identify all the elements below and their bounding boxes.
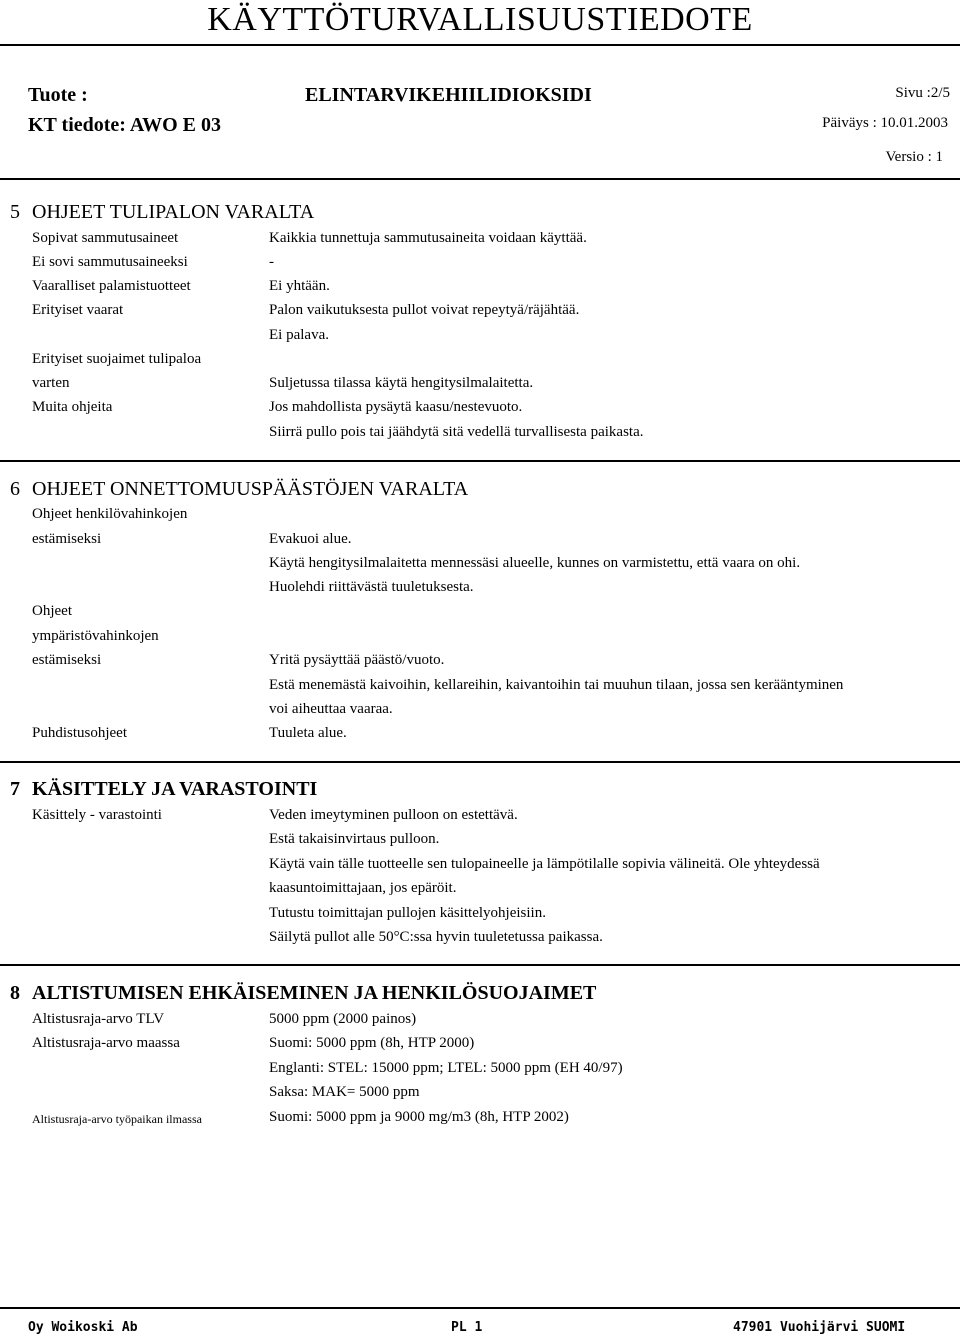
- row-value: Siirrä pullo pois tai jäähdytä sitä vedellä turvallisesta paikasta.: [269, 424, 644, 440]
- row-value: Suomi: 5000 ppm (8h, HTP 2000): [269, 1035, 475, 1051]
- row-value: Suljetussa tilassa käytä hengitysilmalaitetta.: [269, 375, 534, 391]
- row-label: ympäristövahinkojen: [32, 628, 159, 644]
- row-label: Vaaralliset palamistuotteet: [32, 278, 191, 294]
- footer-divider: [0, 1307, 960, 1309]
- row-value: Suomi: 5000 ppm ja 9000 mg/m3 (8h, HTP 2002): [269, 1109, 569, 1125]
- row-value: 5000 ppm (2000 painos): [269, 1011, 417, 1027]
- section-heading: OHJEET TULIPALON VARALTA: [32, 201, 315, 223]
- document-title: KÄYTTÖTURVALLISUUSTIEDOTE: [207, 1, 753, 38]
- row-value: Yritä pysäyttää päästö/vuoto.: [269, 652, 445, 668]
- row-value: Kaikkia tunnettuja sammutusaineita voidaan käyttää.: [269, 230, 587, 246]
- section-divider: [0, 460, 960, 462]
- section-8-title: [10, 981, 596, 1005]
- section-divider: [0, 761, 960, 763]
- section-number: 8: [10, 982, 20, 1004]
- row-value: Ei yhtään.: [269, 278, 330, 294]
- row-value: Estä takaisinvirtaus pulloon.: [269, 831, 440, 847]
- row-label: varten: [32, 375, 70, 391]
- section-5-title: [10, 200, 314, 224]
- row-value: Säilytä pullot alle 50°C:ssa hyvin tuuletetussa paikassa.: [269, 929, 603, 945]
- row-label: estämiseksi: [32, 531, 102, 547]
- footer-company: Oy Woikoski Ab: [28, 1320, 138, 1335]
- row-label: Ohjeet: [32, 603, 72, 619]
- section-heading: KÄSITTELY JA VARASTOINTI: [32, 778, 318, 800]
- row-label: Altistusraja-arvo työpaikan ilmassa: [32, 1112, 202, 1126]
- document-version: Versio : 1: [885, 149, 943, 165]
- section-number: 7: [10, 778, 20, 800]
- row-value: Estä menemästä kaivoihin, kellareihin, kaivantoihin tai muuhun tilaan, jossa sen kerääntyminen: [269, 677, 844, 693]
- row-label: Puhdistusohjeet: [32, 725, 128, 741]
- section-number: 6: [10, 478, 20, 500]
- row-label: Ei sovi sammutusaineeksi: [32, 254, 188, 270]
- row-value: Englanti: STEL: 15000 ppm; LTEL: 5000 ppm (EH 40/97): [269, 1060, 623, 1076]
- section-7-title: [10, 777, 317, 801]
- row-label: Erityiset vaarat: [32, 302, 124, 318]
- row-value: voi aiheuttaa vaaraa.: [269, 701, 393, 717]
- row-value: Jos mahdollista pysäytä kaasu/nestevuoto.: [269, 399, 523, 415]
- page-number: Sivu :2/5: [895, 85, 950, 101]
- section-heading: OHJEET ONNETTOMUUSPÄÄSTÖJEN VARALTA: [32, 478, 469, 500]
- row-label: Altistusraja-arvo maassa: [32, 1035, 180, 1051]
- row-value: Veden imeytyminen pulloon on estettävä.: [269, 807, 518, 823]
- kt-document-id: KT tiedote: AWO E 03: [28, 114, 221, 136]
- footer-address: 47901 Vuohijärvi SUOMI: [733, 1320, 906, 1335]
- row-value: Käytä hengitysilmalaitetta mennessäsi alueelle, kunnes on varmistettu, että vaara on ohi.: [269, 555, 801, 571]
- row-label: Altistusraja-arvo TLV: [32, 1011, 165, 1027]
- row-value: Evakuoi alue.: [269, 531, 352, 547]
- product-label: Tuote :: [28, 84, 88, 106]
- product-name: ELINTARVIKEHIILIDIOKSIDI: [305, 84, 592, 106]
- section-6-title: [10, 477, 468, 501]
- footer-po-box: PL 1: [451, 1320, 483, 1335]
- row-value: -: [269, 254, 274, 270]
- row-label: Sopivat sammutusaineet: [32, 230, 179, 246]
- section-divider: [0, 964, 960, 966]
- section-heading: ALTISTUMISEN EHKÄISEMINEN JA HENKILÖSUOJAIMET: [32, 982, 597, 1004]
- row-value: Tuuleta alue.: [269, 725, 347, 741]
- header-divider: [0, 178, 960, 180]
- title-divider: [0, 44, 960, 46]
- row-label: Käsittely - varastointi: [32, 807, 162, 823]
- section-number: 5: [10, 201, 20, 223]
- row-value: Palon vaikutuksesta pullot voivat repeytyä/räjähtää.: [269, 302, 580, 318]
- document-date: Päiväys : 10.01.2003: [822, 115, 948, 131]
- row-value: Saksa: MAK= 5000 ppm: [269, 1084, 420, 1100]
- row-label: estämiseksi: [32, 652, 102, 668]
- row-label: Muita ohjeita: [32, 399, 113, 415]
- row-value: kaasuntoimittajaan, jos epäröit.: [269, 880, 457, 896]
- row-value: Ei palava.: [269, 327, 329, 343]
- row-label: Erityiset suojaimet tulipaloa: [32, 351, 202, 367]
- row-value: Tutustu toimittajan pullojen käsittelyohjeisiin.: [269, 905, 546, 921]
- row-value: Käytä vain tälle tuotteelle sen tulopaineelle ja lämpötilalle sopivia välineitä. Ole yhteydessä: [269, 856, 820, 872]
- row-label: Ohjeet henkilövahinkojen: [32, 506, 188, 522]
- row-value: Huolehdi riittävästä tuuletuksesta.: [269, 579, 474, 595]
